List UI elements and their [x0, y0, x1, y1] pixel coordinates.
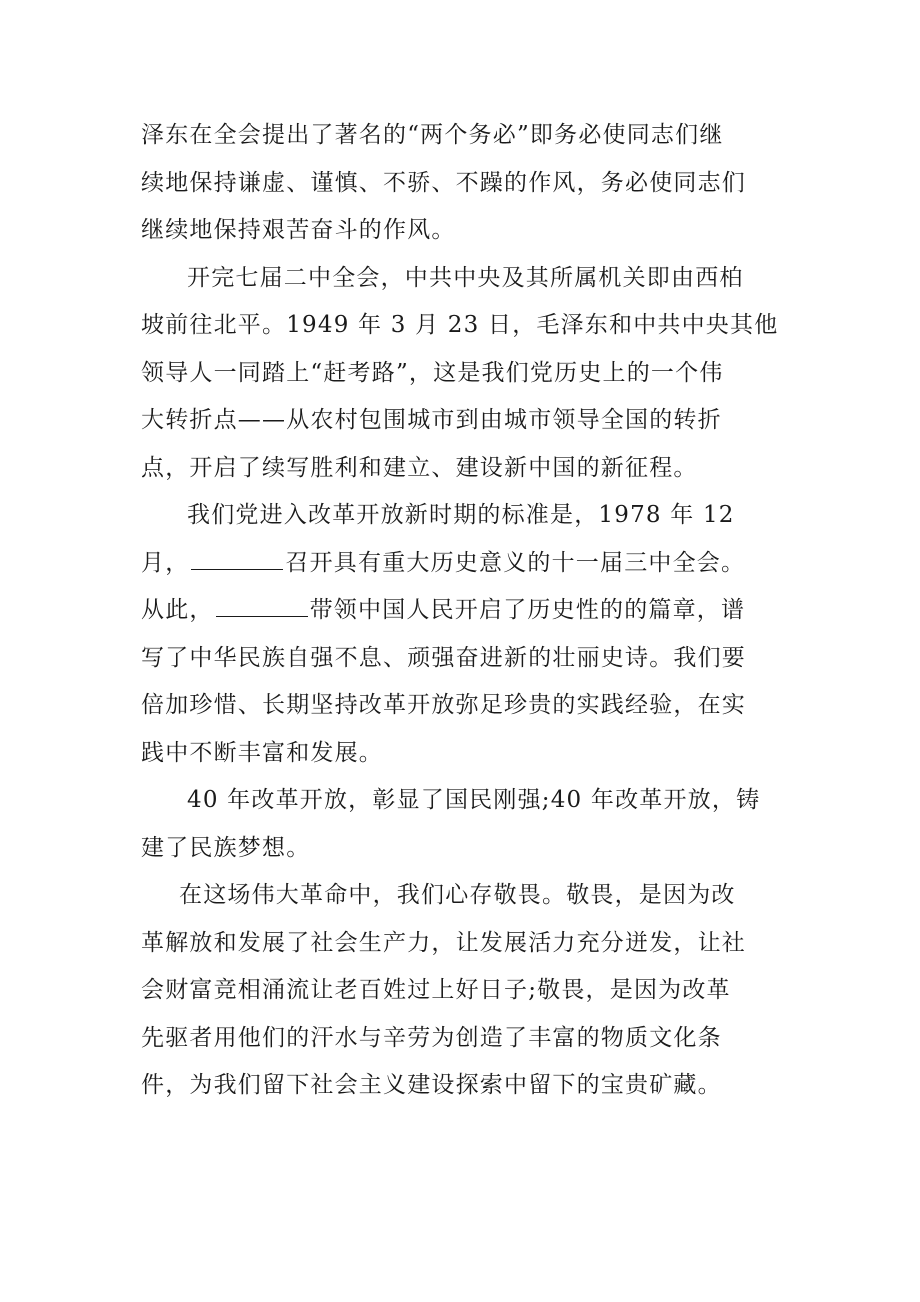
paragraph-to-beiping — [141, 255, 779, 493]
paragraph-two-musts — [141, 112, 761, 255]
fill-in-blank — [216, 596, 308, 617]
text-line: 会财富竞相涌流让老百姓过上好日子;敬畏，是因为改革 — [141, 977, 731, 1003]
text-line: 件，为我们留下社会主义建设探索中留下的宝贵矿藏。 — [141, 1072, 722, 1098]
text-line: 倍加珍惜、长期坚持改革开放弥足珍贵的实践经验，在实 — [141, 692, 746, 718]
fill-in-blank — [191, 549, 283, 570]
text-fragment: 召开具有重大历史意义的十一届三中全会。 — [285, 549, 746, 576]
text-line: 坡前往北平。1949 年 3 月 23 日，毛泽东和中共中央其他 — [141, 312, 779, 338]
paragraph-reverence — [141, 872, 761, 1110]
text-line-with-blank — [141, 587, 761, 635]
text-line-with-blank — [141, 540, 761, 588]
text-fragment: 月， — [141, 549, 190, 576]
paragraph-reform-opening — [141, 492, 761, 777]
text-line: 领导人一同踏上“赶考路”，这是我们党历史上的一个伟 — [141, 359, 724, 386]
text-line: 建了民族梦想。 — [141, 834, 311, 861]
document-body — [141, 112, 779, 1110]
text-line: 写了中华民族自强不息、顽强奋进新的壮丽史诗。我们要 — [141, 644, 746, 671]
text-line: 我们党进入改革开放新时期的标准是，1978 年 12 — [187, 502, 735, 528]
text-line: 大转折点——从农村包围城市到由城市领导全国的转折 — [141, 407, 722, 433]
text-fragment: 从此， — [141, 597, 214, 623]
text-line: 在这场伟大革命中，我们心存敬畏。敬畏，是因为改 — [179, 882, 736, 908]
text-line: 践中不断丰富和发展。 — [141, 739, 383, 766]
text-line: 革解放和发展了社会生产力，让发展活力充分迸发，让社 — [141, 929, 746, 956]
text-fragment: 带领中国人民开启了历史性的的篇章，谱 — [309, 597, 746, 623]
text-line: 泽东在全会提出了著名的“两个务必”即务必使同志们继 — [141, 122, 724, 148]
text-line: 先驱者用他们的汗水与辛劳为创造了丰富的物质文化条 — [141, 1024, 722, 1051]
text-line: 继续地保持艰苦奋斗的作风。 — [141, 217, 456, 243]
text-line: 续地保持谦虚、谨慎、不骄、不躁的作风，务必使同志们 — [141, 169, 746, 196]
text-line: 开完七届二中全会，中共中央及其所属机关即由西柏 — [187, 264, 744, 291]
paragraph-forty-years — [141, 777, 761, 872]
text-line: 40 年改革开放，彰显了国民刚强;40 年改革开放，铸 — [187, 787, 761, 813]
text-line: 点，开启了续写胜利和建立、建设新中国的新征程。 — [141, 454, 698, 481]
